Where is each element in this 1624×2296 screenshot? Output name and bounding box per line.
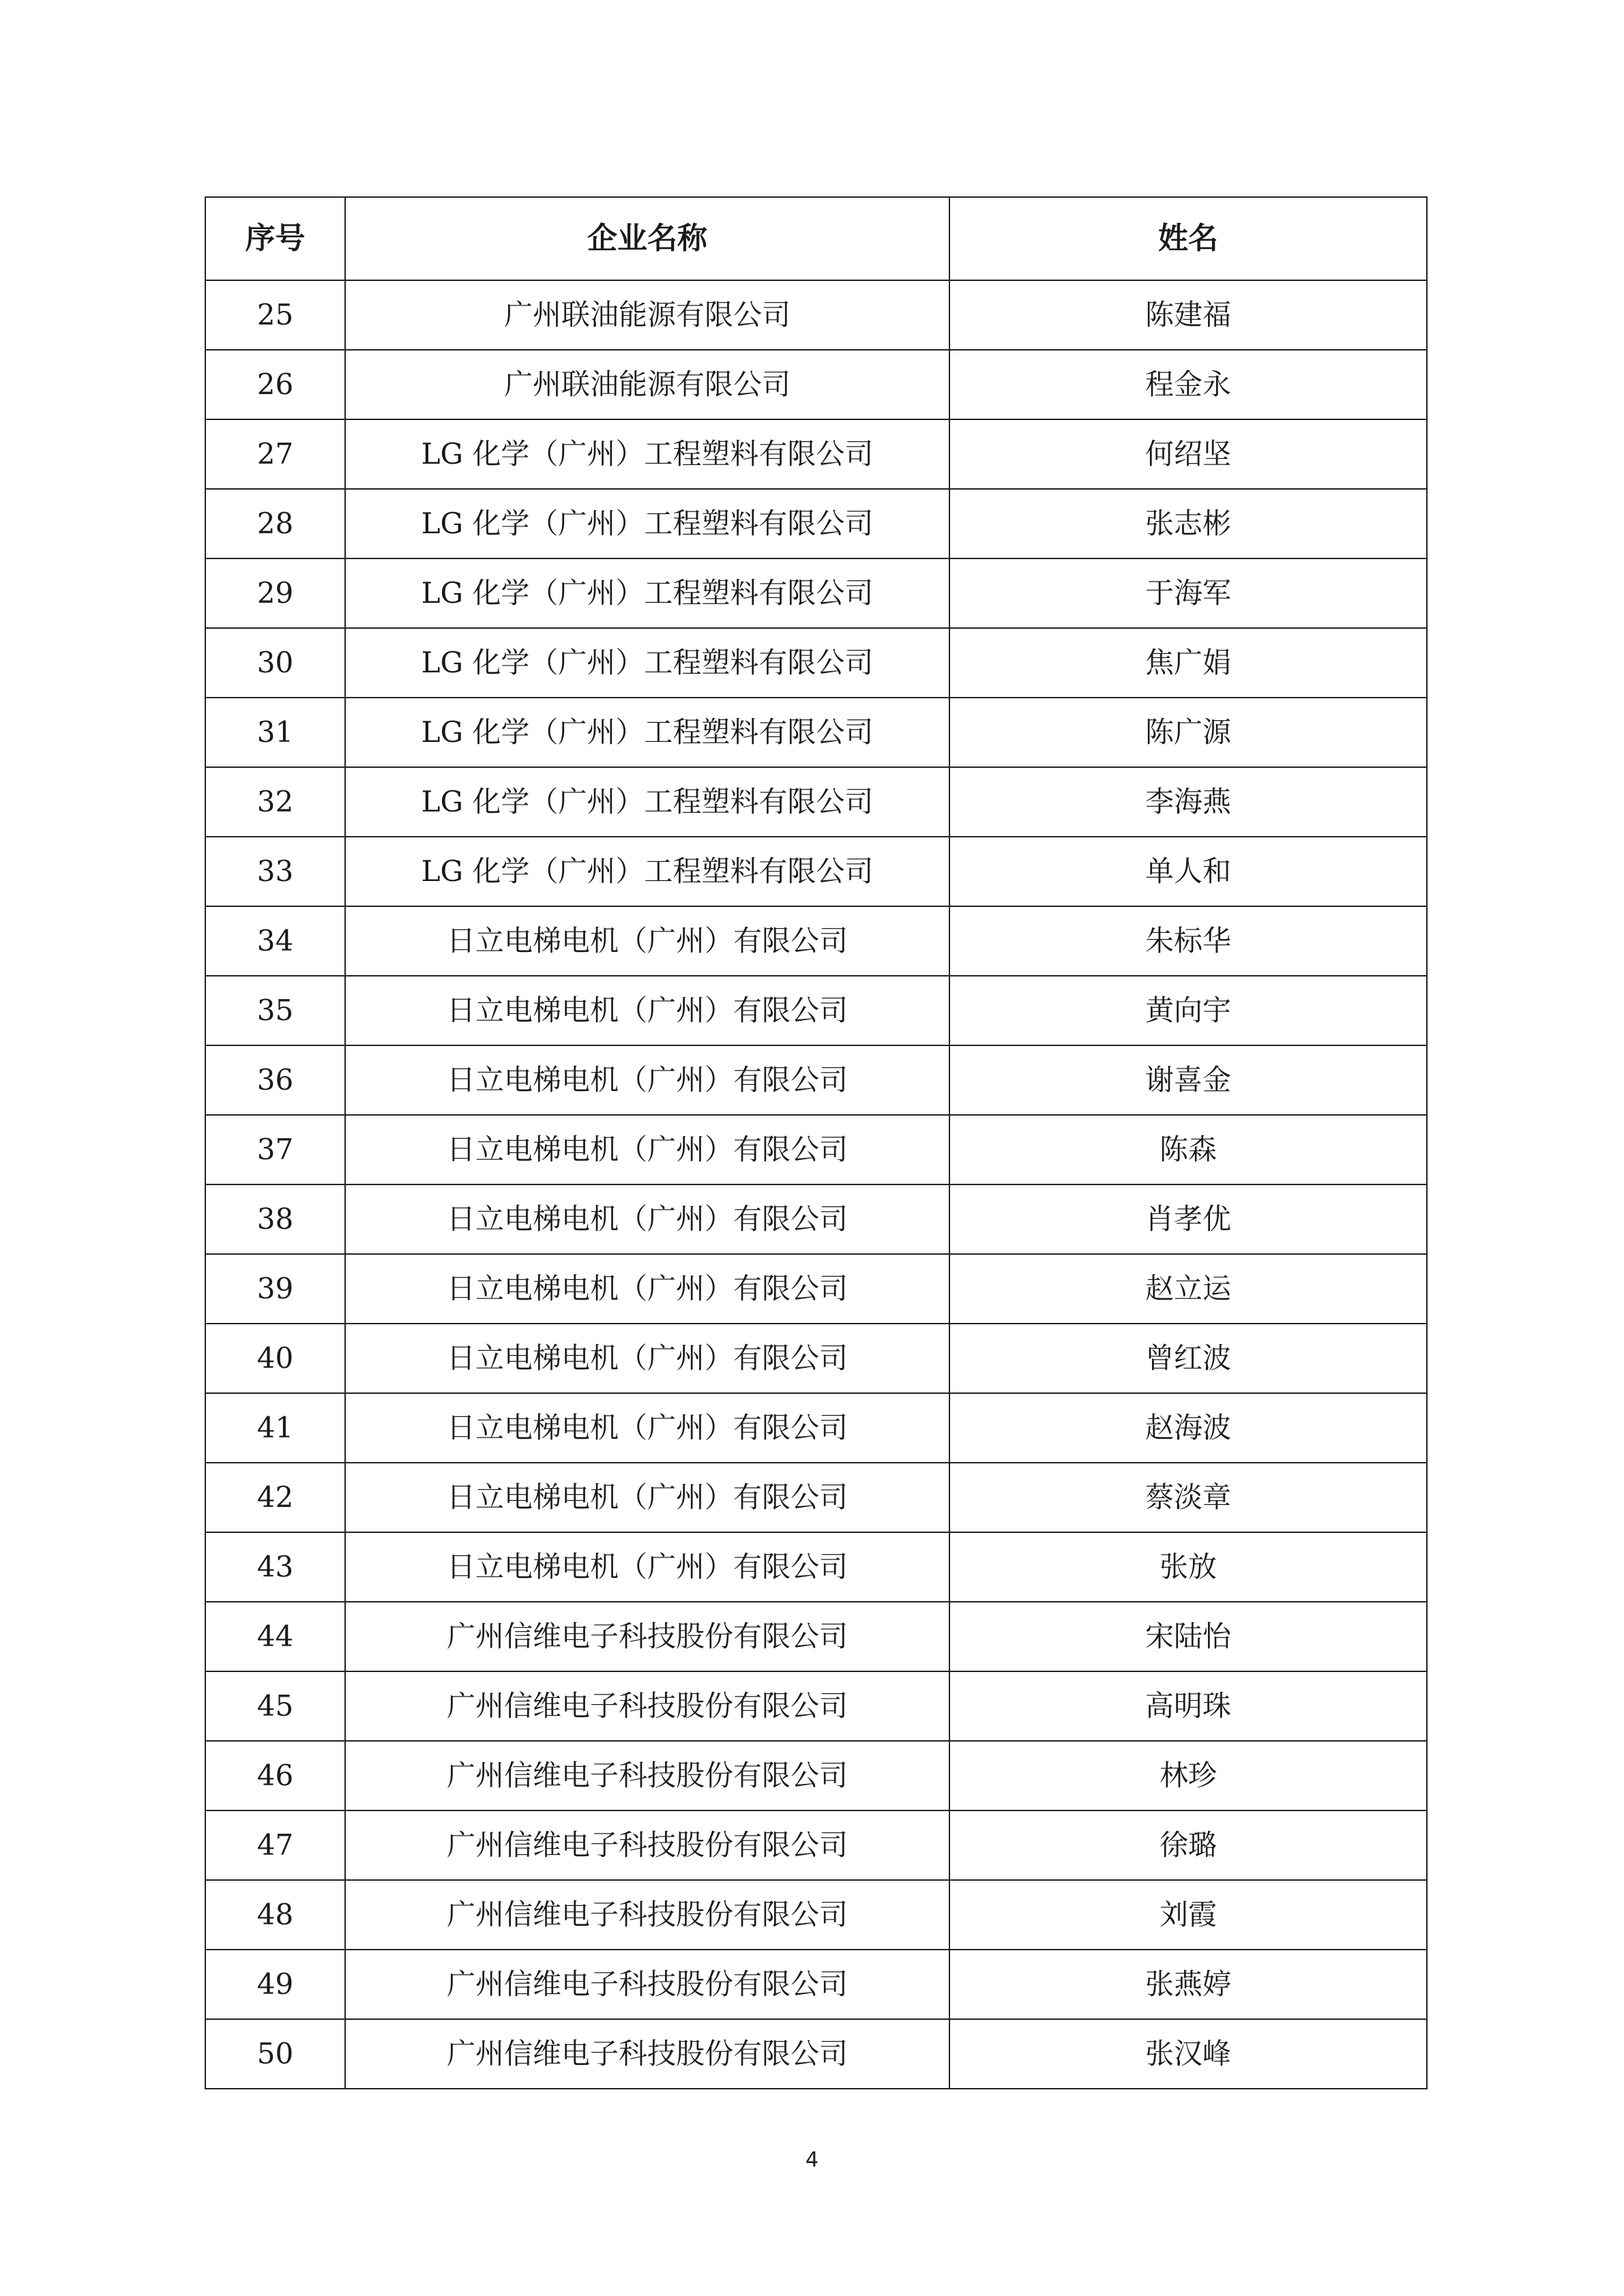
cell-name: 陈广源 <box>949 698 1427 767</box>
table-row <box>205 1324 1427 1393</box>
cell-name: 何绍坚 <box>949 419 1427 489</box>
cell-no: 37 <box>205 1115 345 1184</box>
page-number: 4 <box>805 2148 819 2172</box>
cell-company: LG 化学（广州）工程塑料有限公司 <box>345 628 949 698</box>
cell-name: 曾红波 <box>949 1324 1427 1393</box>
table-row <box>205 1045 1427 1115</box>
cell-name: 单人和 <box>949 837 1427 906</box>
table-row <box>205 628 1427 698</box>
table-row <box>205 1950 1427 2019</box>
cell-company: 日立电梯电机（广州）有限公司 <box>345 1324 949 1393</box>
table-row <box>205 1184 1427 1254</box>
cell-name: 于海军 <box>949 558 1427 628</box>
cell-no: 34 <box>205 906 345 976</box>
table-row <box>205 489 1427 558</box>
cell-no: 36 <box>205 1045 345 1115</box>
cell-company: LG 化学（广州）工程塑料有限公司 <box>345 698 949 767</box>
header-name: 姓名 <box>949 197 1427 280</box>
cell-company: 广州信维电子科技股份有限公司 <box>345 1950 949 2019</box>
cell-no: 47 <box>205 1810 345 1880</box>
cell-no: 35 <box>205 976 345 1045</box>
cell-no: 33 <box>205 837 345 906</box>
table-row <box>205 837 1427 906</box>
table-row <box>205 1393 1427 1463</box>
cell-no: 38 <box>205 1184 345 1254</box>
cell-no: 32 <box>205 767 345 837</box>
table-row <box>205 558 1427 628</box>
table-row <box>205 1463 1427 1532</box>
table-row <box>205 1254 1427 1324</box>
cell-name: 肖孝优 <box>949 1184 1427 1254</box>
cell-no: 44 <box>205 1602 345 1671</box>
cell-no: 48 <box>205 1880 345 1950</box>
cell-no: 30 <box>205 628 345 698</box>
cell-no: 43 <box>205 1532 345 1602</box>
header-company: 企业名称 <box>345 197 949 280</box>
table-row <box>205 1115 1427 1184</box>
table-row <box>205 1602 1427 1671</box>
table-row <box>205 280 1427 350</box>
cell-name: 赵立运 <box>949 1254 1427 1324</box>
cell-company: 日立电梯电机（广州）有限公司 <box>345 1045 949 1115</box>
table-row <box>205 906 1427 976</box>
cell-no: 31 <box>205 698 345 767</box>
cell-name: 徐璐 <box>949 1810 1427 1880</box>
cell-company: 日立电梯电机（广州）有限公司 <box>345 1184 949 1254</box>
table-body <box>205 280 1427 2089</box>
cell-company: LG 化学（广州）工程塑料有限公司 <box>345 837 949 906</box>
cell-name: 朱标华 <box>949 906 1427 976</box>
cell-name: 陈森 <box>949 1115 1427 1184</box>
cell-company: LG 化学（广州）工程塑料有限公司 <box>345 767 949 837</box>
cell-name: 高明珠 <box>949 1671 1427 1741</box>
personnel-table <box>205 196 1428 2089</box>
cell-company: 广州联油能源有限公司 <box>345 280 949 350</box>
cell-no: 45 <box>205 1671 345 1741</box>
table-row <box>205 2019 1427 2089</box>
cell-company: LG 化学（广州）工程塑料有限公司 <box>345 558 949 628</box>
cell-name: 张放 <box>949 1532 1427 1602</box>
cell-name: 张燕婷 <box>949 1950 1427 2019</box>
cell-name: 赵海波 <box>949 1393 1427 1463</box>
cell-company: 日立电梯电机（广州）有限公司 <box>345 1463 949 1532</box>
cell-company: 日立电梯电机（广州）有限公司 <box>345 1254 949 1324</box>
header-no: 序号 <box>205 197 345 280</box>
cell-name: 焦广娟 <box>949 628 1427 698</box>
cell-company: 日立电梯电机（广州）有限公司 <box>345 1393 949 1463</box>
table-row <box>205 1741 1427 1810</box>
table-row <box>205 350 1427 419</box>
table-row <box>205 767 1427 837</box>
cell-name: 蔡淡章 <box>949 1463 1427 1532</box>
cell-no: 49 <box>205 1950 345 2019</box>
cell-no: 46 <box>205 1741 345 1810</box>
cell-name: 谢喜金 <box>949 1045 1427 1115</box>
cell-company: LG 化学（广州）工程塑料有限公司 <box>345 419 949 489</box>
cell-company: 广州联油能源有限公司 <box>345 350 949 419</box>
table-row <box>205 1810 1427 1880</box>
cell-no: 26 <box>205 350 345 419</box>
table-row <box>205 1880 1427 1950</box>
cell-no: 40 <box>205 1324 345 1393</box>
cell-name: 张志彬 <box>949 489 1427 558</box>
cell-no: 25 <box>205 280 345 350</box>
cell-name: 刘霞 <box>949 1880 1427 1950</box>
cell-no: 29 <box>205 558 345 628</box>
cell-company: 日立电梯电机（广州）有限公司 <box>345 1115 949 1184</box>
cell-name: 程金永 <box>949 350 1427 419</box>
cell-name: 宋陆怡 <box>949 1602 1427 1671</box>
cell-no: 42 <box>205 1463 345 1532</box>
cell-company: 日立电梯电机（广州）有限公司 <box>345 906 949 976</box>
cell-no: 50 <box>205 2019 345 2089</box>
table-row <box>205 419 1427 489</box>
cell-no: 27 <box>205 419 345 489</box>
cell-company: LG 化学（广州）工程塑料有限公司 <box>345 489 949 558</box>
cell-name: 黄向宇 <box>949 976 1427 1045</box>
table-row <box>205 976 1427 1045</box>
cell-name: 陈建福 <box>949 280 1427 350</box>
cell-no: 28 <box>205 489 345 558</box>
cell-name: 张汉峰 <box>949 2019 1427 2089</box>
cell-company: 广州信维电子科技股份有限公司 <box>345 2019 949 2089</box>
cell-company: 广州信维电子科技股份有限公司 <box>345 1810 949 1880</box>
cell-name: 林珍 <box>949 1741 1427 1810</box>
table-row <box>205 1532 1427 1602</box>
cell-company: 日立电梯电机（广州）有限公司 <box>345 976 949 1045</box>
table-row <box>205 698 1427 767</box>
cell-company: 日立电梯电机（广州）有限公司 <box>345 1532 949 1602</box>
cell-company: 广州信维电子科技股份有限公司 <box>345 1880 949 1950</box>
table-row <box>205 1671 1427 1741</box>
cell-company: 广州信维电子科技股份有限公司 <box>345 1741 949 1810</box>
cell-no: 39 <box>205 1254 345 1324</box>
cell-company: 广州信维电子科技股份有限公司 <box>345 1602 949 1671</box>
cell-company: 广州信维电子科技股份有限公司 <box>345 1671 949 1741</box>
cell-no: 41 <box>205 1393 345 1463</box>
table-header-row <box>205 197 1427 280</box>
cell-name: 李海燕 <box>949 767 1427 837</box>
